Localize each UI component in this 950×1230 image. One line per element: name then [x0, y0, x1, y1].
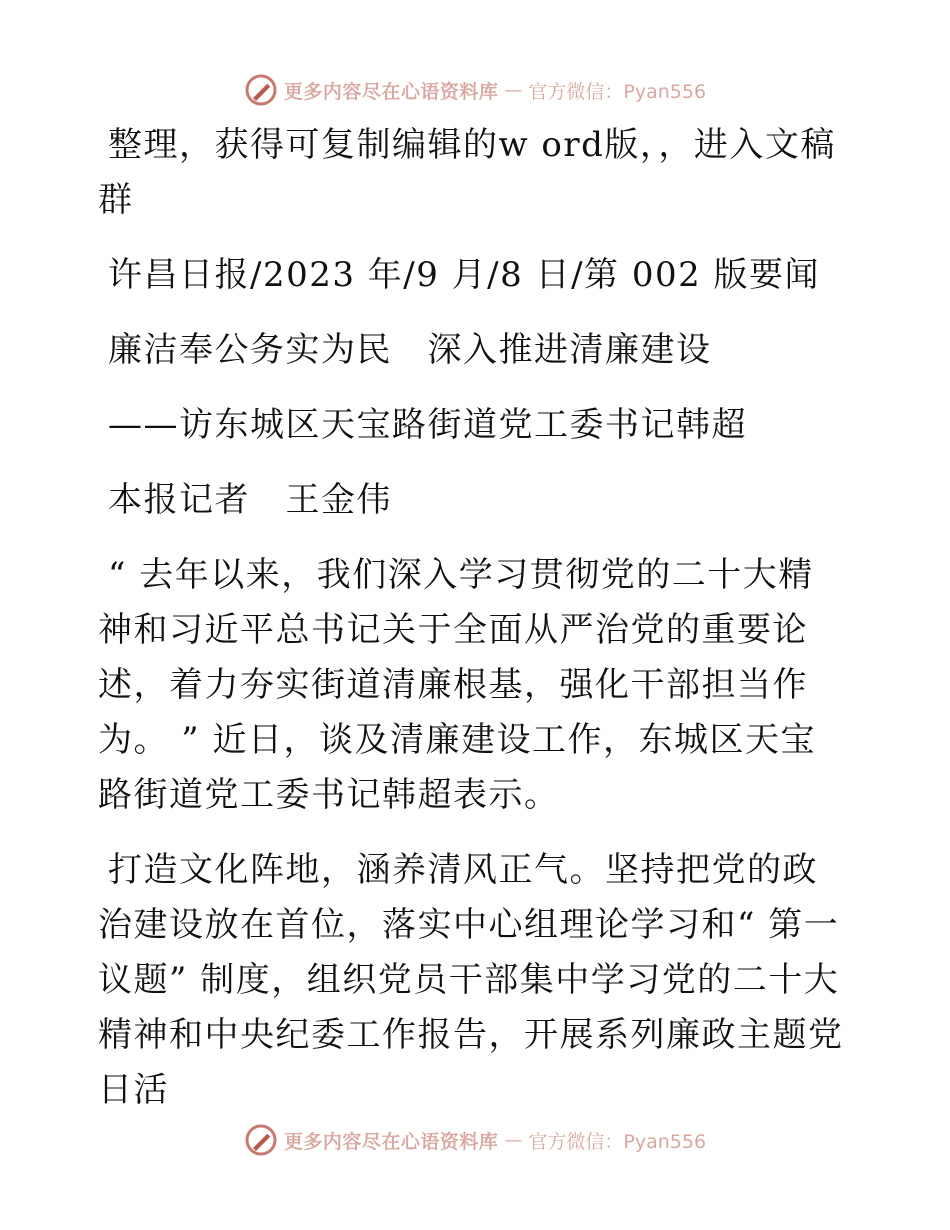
headline: 廉洁奉公务实为民 深入推进清廉建设 — [108, 330, 712, 370]
watermark-text: 更多内容尽在心语资料库 — [283, 80, 499, 103]
quill-pen-circle-icon — [244, 1123, 278, 1157]
watermark-separator: — — [504, 79, 523, 101]
source-line: 许昌日报/2023 年/9 月/8 日/第 002 版要闻 — [108, 255, 821, 295]
watermark-banner-bottom — [0, 1118, 950, 1162]
watermark-contact: 官方微信：Pyan556 — [528, 1130, 707, 1153]
watermark-separator: — — [504, 1129, 523, 1151]
watermark-text: 更多内容尽在心语资料库 — [283, 1130, 499, 1153]
watermark-banner-top — [0, 68, 950, 112]
quill-pen-circle-icon — [244, 73, 278, 107]
watermark-contact: 官方微信：Pyan556 — [528, 80, 707, 103]
subheadline: ——访东城区天宝路街道党工委书记韩超 — [108, 405, 747, 445]
intro-line: 整理，获得可复制编辑的w ord版，，进入文稿群 — [98, 125, 836, 220]
byline: 本报记者 王金伟 — [108, 480, 392, 520]
document-body — [98, 118, 848, 1138]
body-paragraph: 打造文化阵地，涵养清风正气。坚持把党的政治建设放在首位，落实中心组理论学习和“ 第一议题” 制度，组织党员干部集中学习党的二十大精神和中央纪委工作报告，开展系列廉政主题党日活 — [98, 850, 844, 1110]
body-paragraph: “ 去年以来，我们深入学习贯彻党的二十大精神和习近平总书记关于全面从严治党的重要论述，着力夯实街道清廉根基，强化干部担当作为。 ” 近日，谈及清廉建设工作，东城区天宝路街道党工委书记韩超表示。 — [98, 555, 816, 815]
